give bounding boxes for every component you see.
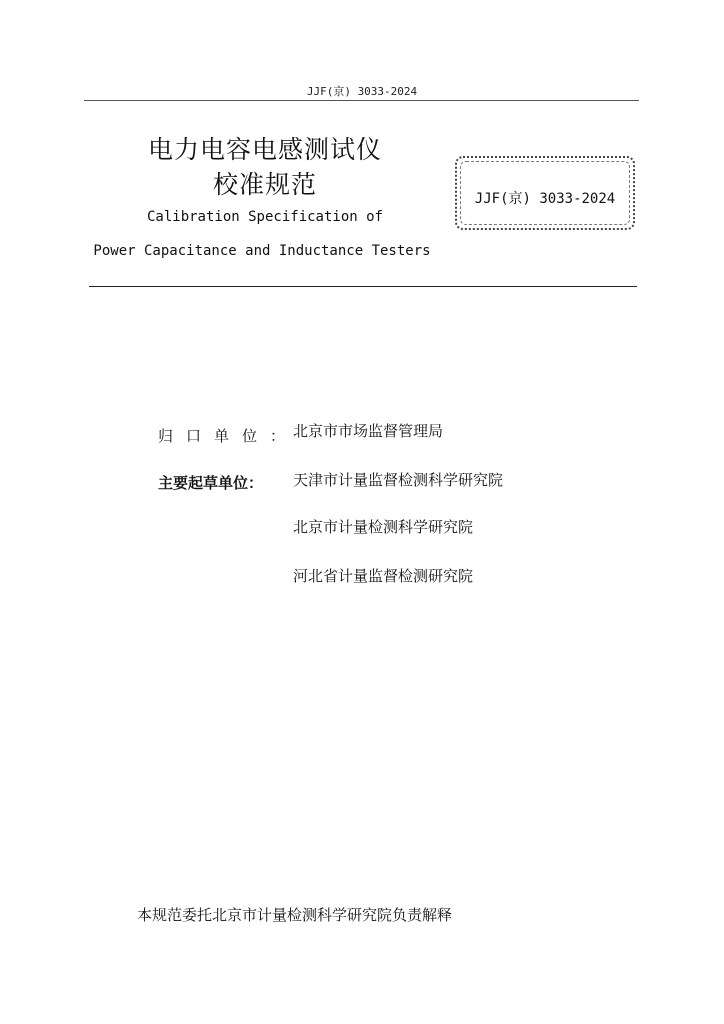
standard-code-box [455,156,635,230]
code-box-text: JJF(京) 3033-2024 [474,191,616,207]
drafter-item: 北京市计量检测科学研究院 [293,518,474,536]
authority-label: 归口单位： [158,427,299,445]
authority-value: 北京市市场监督管理局 [293,422,444,440]
drafter-item: 天津市计量监督检测科学研究院 [293,471,504,489]
title-divider [89,286,637,287]
title-english-line-2: Power Capacitance and Inductance Testers [93,243,431,259]
drafter-item: 河北省计量监督检测研究院 [293,567,474,585]
header-standard-code: JJF(京) 3033-2024 [306,85,418,98]
title-english-line-1: Calibration Specification of [146,209,383,225]
title-chinese-line-1: 电力电容电感测试仪 [147,135,382,164]
interpretation-note: 本规范委托北京市计量检测科学研究院负责解释 [137,906,453,924]
header-divider [84,100,639,101]
title-chinese-line-2: 校准规范 [212,170,317,199]
drafters-label: 主要起草单位： [158,474,264,492]
